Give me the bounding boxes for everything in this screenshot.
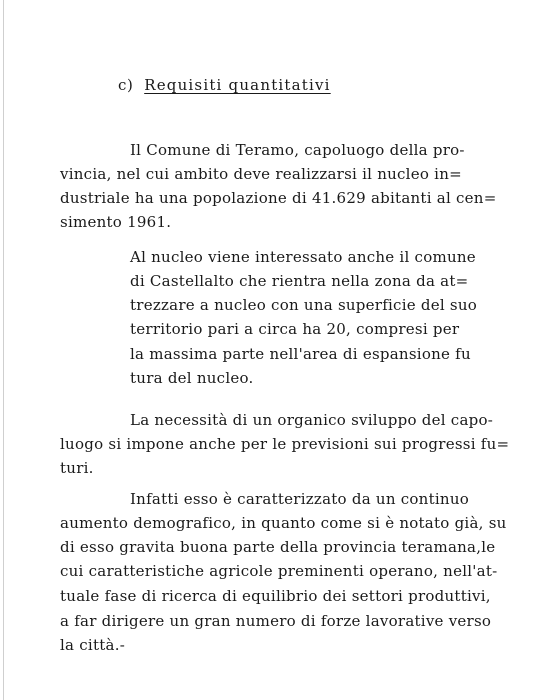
- text-line: tura del nucleo.: [130, 369, 254, 387]
- text-line: cui caratteristiche agricole preminenti operano, nell'at-: [60, 562, 498, 580]
- text-line: Il Comune di Teramo, capoluogo della pro-: [130, 141, 465, 159]
- text-line: la città.-: [60, 636, 126, 654]
- text-line: aumento demografico, in quanto come si è notato già, su: [60, 514, 507, 532]
- text-line: di esso gravita buona parte della provincia teramana,le: [60, 538, 496, 556]
- text-line: simento 1961.: [60, 213, 172, 231]
- text-line: a far dirigere un gran numero di forze lavorative verso: [60, 612, 492, 630]
- heading-prefix: c): [118, 76, 134, 94]
- text-line: La necessità di un organico sviluppo del capo-: [130, 411, 494, 429]
- text-line: turi.: [60, 459, 94, 477]
- text-line: di Castellalto che rientra nella zona da at=: [130, 272, 469, 290]
- text-line: vincia, nel cui ambito deve realizzarsi il nucleo in=: [60, 165, 462, 183]
- page-edge-line: [3, 0, 4, 700]
- text-line: trezzare a nucleo con una superficie del suo: [130, 296, 478, 314]
- heading-text: Requisiti quantitativi: [144, 76, 331, 94]
- section-heading: [118, 76, 331, 94]
- text-line: territorio pari a circa ha 20, compresi per: [130, 320, 460, 338]
- text-line: tuale fase di ricerca di equilibrio dei settori produttivi,: [60, 587, 491, 605]
- text-line: Al nucleo viene interessato anche il comune: [130, 248, 476, 266]
- text-line: luogo si impone anche per le previsioni sui progressi fu=: [60, 435, 510, 453]
- text-line: Infatti esso è caratterizzato da un continuo: [130, 490, 470, 508]
- text-line: dustriale ha una popolazione di 41.629 abitanti al cen=: [60, 189, 497, 207]
- text-line: la massima parte nell'area di espansione fu: [130, 345, 471, 363]
